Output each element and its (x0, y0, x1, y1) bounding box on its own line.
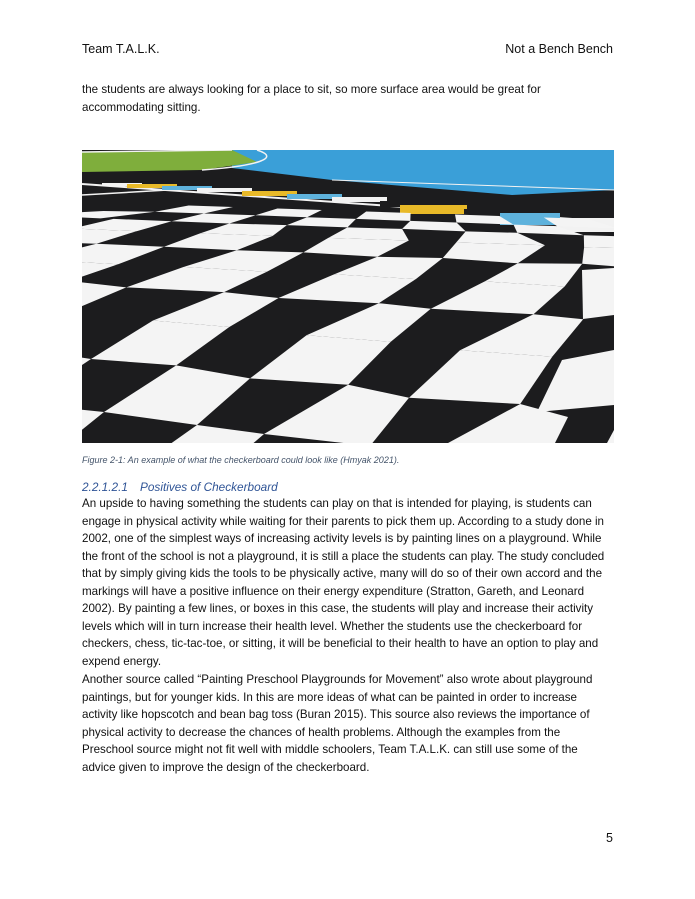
intro-paragraph: the students are always looking for a place to sit, so more surface area would be great for accommodating sitting. (82, 83, 541, 114)
checkerboard-photo (82, 150, 614, 443)
section-heading (82, 480, 278, 494)
section-title: Positives of Checkerboard (140, 480, 278, 494)
figure-caption: Figure 2-1: An example of what the checkerboard could look like (Hmyak 2021). (82, 455, 400, 465)
body-paragraph: Another source called “Painting Preschool Playgrounds for Movement” also wrote about playground paintings, but for younger kids. In this are more ideas of what can be painted in order to increase activity like hopscotch and bean bag toss (Buran 2015). This source also reviews the importance of physical activity to decrease the chances of health problems. Although the examples from the Preschool source might not fit well with middle schoolers, Team T.A.L.K. can still use some of the advice given to improve the design of the checkerboard. (82, 673, 593, 774)
body-paragraph: An upside to having something the students can play on that is intended for playing, is students can engage in physical activity while waiting for their parents to pick them up. According to a study done in 2002, one of the simplest ways of increasing activity levels is by painting lines on a playground. While the front of the school is not a playground, it is still a place the students can play. The study concluded that by simply giving kids the tools to be physically active, many will do so of their own accord and the markings will have a positive influence on their energy expenditure (Stratton, Gareth, and Leonard 2002). By painting a few lines, or boxes in this case, the students will play and increase their activity levels which will in turn increase their health level. Whether the students use the checkerboard for checkers, chess, tic-tac-toe, or sitting, it will be beneficial to their health to have an option to play and expend energy. (82, 497, 605, 668)
header-document-title: Not a Bench Bench (505, 42, 613, 56)
header-team-name: Team T.A.L.K. (82, 42, 160, 56)
page-number: 5 (606, 831, 613, 845)
section-number: 2.2.1.2.1 (82, 480, 128, 494)
